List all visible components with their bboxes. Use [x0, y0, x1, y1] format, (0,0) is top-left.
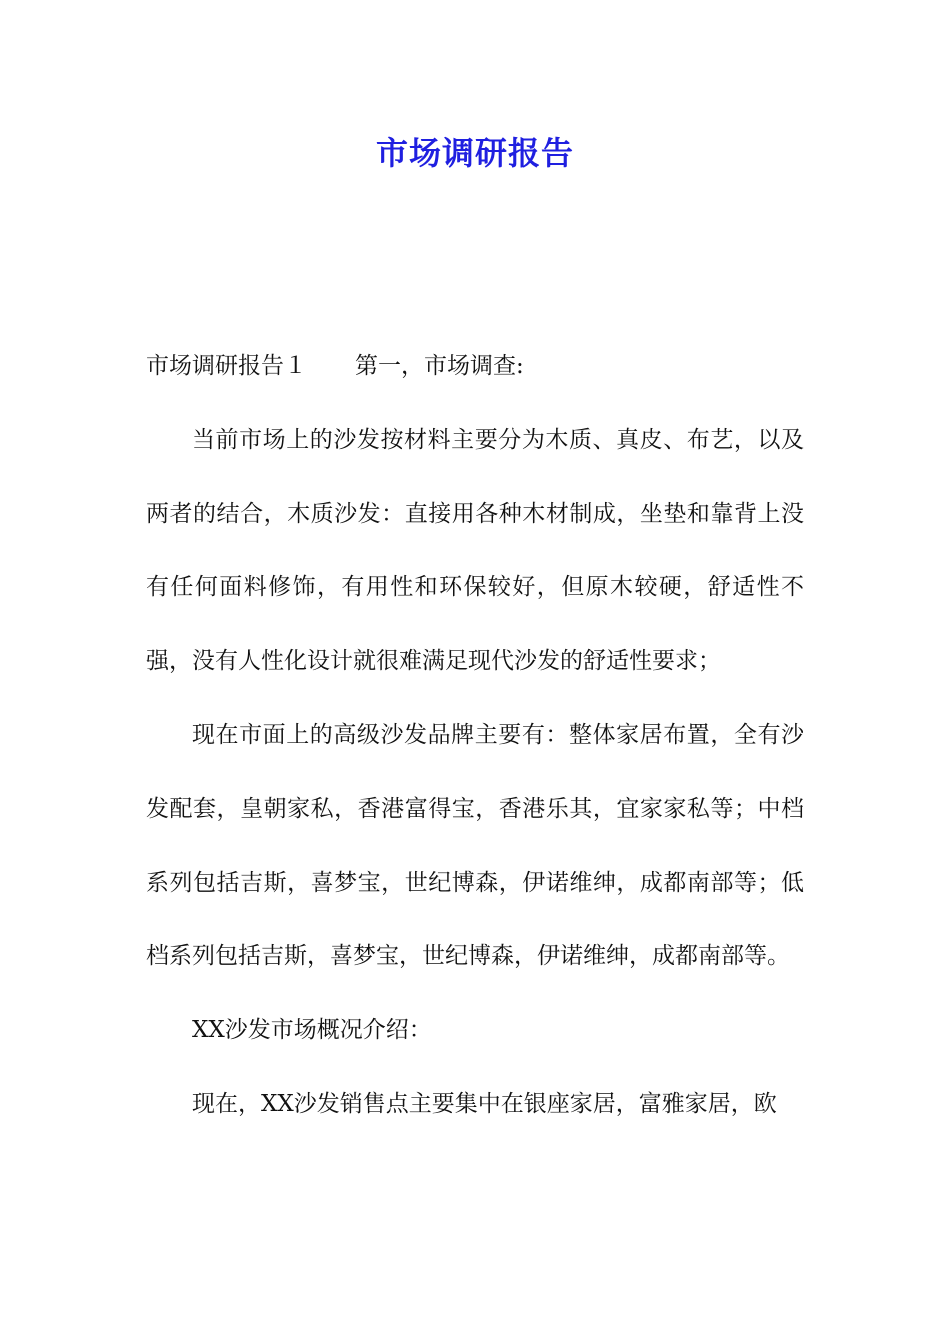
paragraph-market-heading: XX沙发市场概况介绍： [192, 1017, 432, 1044]
paragraph-sales-points: 现在，XX沙发销售点主要集中在银座家居，富雅家居，欧 [192, 1090, 777, 1117]
intro-line [146, 330, 804, 404]
paragraph-material: 当前市场上的沙发按材料主要分为木质、真皮、布艺，以及两者的结合，木质沙发：直接用各种木材制成，坐垫和靠背上没有任何面料修饰，有用性和环保较好，但原木较硬，舒适性不强，没有人性化设计就很难满足现代沙发的舒适性要求； [146, 426, 804, 675]
document-body [146, 330, 804, 1142]
document-title: 市场调研报告 [375, 134, 574, 172]
intro-heading: 第一，市场调查: [355, 353, 524, 379]
paragraph-brands: 现在市面上的高级沙发品牌主要有：整体家居布置，全有沙发配套，皇朝家私，香港富得宝，香港乐其，宜家家私等；中档系列包括吉斯，喜梦宝，世纪博森，伊诺维绅，成都南部等；低档系列包括吉斯，喜梦宝，世纪博森，伊诺维绅，成都南部等。 [146, 721, 804, 970]
intro-label: 市场调研报告１ [146, 353, 307, 379]
